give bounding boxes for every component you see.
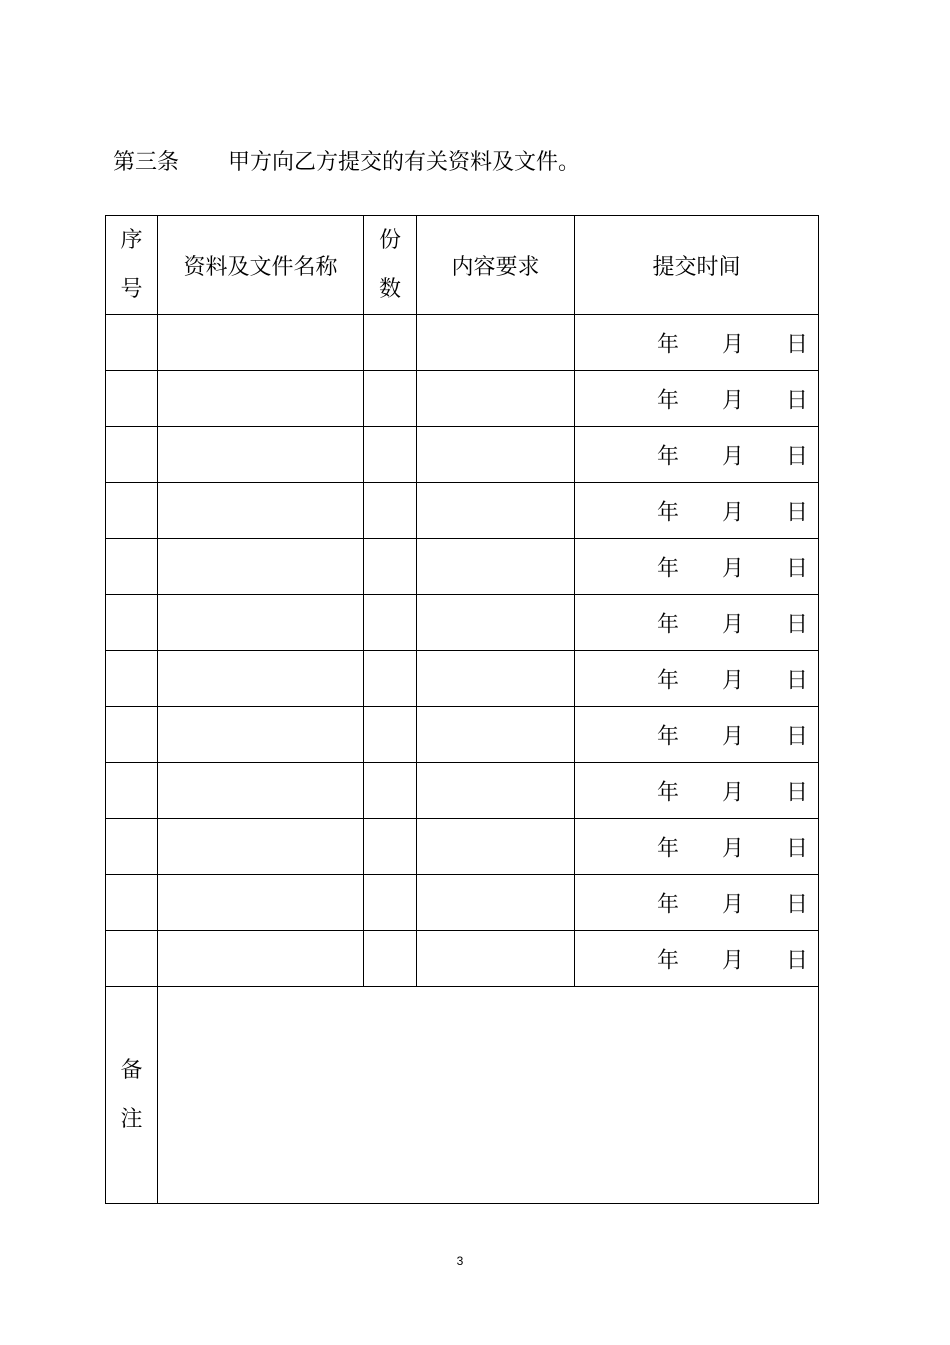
- date-cell[interactable]: [575, 763, 819, 819]
- name-cell[interactable]: [158, 427, 364, 483]
- remarks-content[interactable]: [158, 987, 819, 1204]
- copies-cell[interactable]: [364, 819, 417, 875]
- date-year-label: 年: [657, 388, 680, 413]
- remarks-row: [106, 987, 819, 1204]
- date-month-label: 月: [722, 388, 745, 413]
- requirement-cell[interactable]: [417, 595, 575, 651]
- date-cell[interactable]: [575, 875, 819, 931]
- requirement-cell[interactable]: [417, 315, 575, 371]
- date-day-label: 日: [786, 556, 809, 581]
- table-row: [106, 875, 819, 931]
- name-cell[interactable]: [158, 707, 364, 763]
- header-seq-label: 序号: [120, 228, 143, 302]
- name-cell[interactable]: [158, 875, 364, 931]
- copies-cell[interactable]: [364, 763, 417, 819]
- date-cell[interactable]: [575, 539, 819, 595]
- table-row: [106, 371, 819, 427]
- header-requirement-label: 内容要求: [451, 254, 540, 280]
- date-day-label: 日: [786, 724, 809, 749]
- table-row: [106, 707, 819, 763]
- requirement-cell[interactable]: [417, 875, 575, 931]
- seq-cell[interactable]: [106, 819, 158, 875]
- seq-cell[interactable]: [106, 427, 158, 483]
- date-year-label: 年: [657, 444, 680, 469]
- date-month-label: 月: [722, 836, 745, 861]
- date-year-label: 年: [657, 668, 680, 693]
- date-month-label: 月: [722, 892, 745, 917]
- name-cell[interactable]: [158, 371, 364, 427]
- copies-cell[interactable]: [364, 539, 417, 595]
- header-requirement: [417, 216, 575, 315]
- requirement-cell[interactable]: [417, 483, 575, 539]
- date-year-label: 年: [657, 556, 680, 581]
- article-number: 第三条: [113, 150, 180, 175]
- header-copies-label: 份数: [378, 228, 401, 302]
- seq-cell[interactable]: [106, 315, 158, 371]
- date-cell[interactable]: [575, 595, 819, 651]
- seq-cell[interactable]: [106, 595, 158, 651]
- table-row: [106, 931, 819, 987]
- table-row: [106, 819, 819, 875]
- seq-cell[interactable]: [106, 875, 158, 931]
- header-date-label: 提交时间: [652, 254, 741, 280]
- requirement-cell[interactable]: [417, 651, 575, 707]
- copies-cell[interactable]: [364, 595, 417, 651]
- name-cell[interactable]: [158, 651, 364, 707]
- date-month-label: 月: [722, 556, 745, 581]
- header-name: [158, 216, 364, 315]
- requirement-cell[interactable]: [417, 819, 575, 875]
- copies-cell[interactable]: [364, 875, 417, 931]
- date-day-label: 日: [786, 668, 809, 693]
- date-year-label: 年: [657, 836, 680, 861]
- copies-cell[interactable]: [364, 315, 417, 371]
- remarks-label: 备注: [120, 1058, 143, 1132]
- name-cell[interactable]: [158, 931, 364, 987]
- article-heading: [113, 148, 580, 178]
- date-cell[interactable]: [575, 931, 819, 987]
- seq-cell[interactable]: [106, 931, 158, 987]
- header-row: [106, 216, 819, 315]
- requirement-cell[interactable]: [417, 707, 575, 763]
- date-year-label: 年: [657, 892, 680, 917]
- copies-cell[interactable]: [364, 371, 417, 427]
- seq-cell[interactable]: [106, 539, 158, 595]
- copies-cell[interactable]: [364, 931, 417, 987]
- date-year-label: 年: [657, 612, 680, 637]
- date-cell[interactable]: [575, 371, 819, 427]
- table-row: [106, 539, 819, 595]
- submission-table: [105, 215, 819, 1204]
- date-month-label: 月: [722, 444, 745, 469]
- seq-cell[interactable]: [106, 483, 158, 539]
- table-row: [106, 595, 819, 651]
- header-name-label: 资料及文件名称: [183, 254, 338, 280]
- requirement-cell[interactable]: [417, 931, 575, 987]
- header-seq: [106, 216, 158, 315]
- article-title: 甲方向乙方提交的有关资料及文件。: [228, 150, 581, 175]
- date-cell[interactable]: [575, 427, 819, 483]
- page-number: 3: [456, 1254, 464, 1268]
- copies-cell[interactable]: [364, 427, 417, 483]
- date-day-label: 日: [786, 444, 809, 469]
- table-row: [106, 763, 819, 819]
- date-month-label: 月: [722, 780, 745, 805]
- name-cell[interactable]: [158, 315, 364, 371]
- copies-cell[interactable]: [364, 651, 417, 707]
- table-row: [106, 427, 819, 483]
- date-month-label: 月: [722, 500, 745, 525]
- date-day-label: 日: [786, 388, 809, 413]
- header-copies: [364, 216, 417, 315]
- date-day-label: 日: [786, 836, 809, 861]
- name-cell[interactable]: [158, 539, 364, 595]
- copies-cell[interactable]: [364, 483, 417, 539]
- requirement-cell[interactable]: [417, 427, 575, 483]
- date-year-label: 年: [657, 332, 680, 357]
- name-cell[interactable]: [158, 819, 364, 875]
- date-year-label: 年: [657, 780, 680, 805]
- date-cell[interactable]: [575, 483, 819, 539]
- date-month-label: 月: [722, 668, 745, 693]
- name-cell[interactable]: [158, 595, 364, 651]
- date-cell[interactable]: [575, 819, 819, 875]
- name-cell[interactable]: [158, 483, 364, 539]
- date-month-label: 月: [722, 332, 745, 357]
- date-month-label: 月: [722, 612, 745, 637]
- table-row: [106, 483, 819, 539]
- date-day-label: 日: [786, 612, 809, 637]
- seq-cell[interactable]: [106, 371, 158, 427]
- requirement-cell[interactable]: [417, 763, 575, 819]
- date-day-label: 日: [786, 780, 809, 805]
- date-year-label: 年: [657, 724, 680, 749]
- requirement-cell[interactable]: [417, 371, 575, 427]
- date-day-label: 日: [786, 500, 809, 525]
- table-row: [106, 315, 819, 371]
- remarks-label-cell: [106, 987, 158, 1204]
- date-cell[interactable]: [575, 315, 819, 371]
- requirement-cell[interactable]: [417, 539, 575, 595]
- seq-cell[interactable]: [106, 651, 158, 707]
- date-cell[interactable]: [575, 707, 819, 763]
- seq-cell[interactable]: [106, 763, 158, 819]
- date-day-label: 日: [786, 892, 809, 917]
- date-cell[interactable]: [575, 651, 819, 707]
- table-row: [106, 651, 819, 707]
- date-year-label: 年: [657, 948, 680, 973]
- date-year-label: 年: [657, 500, 680, 525]
- copies-cell[interactable]: [364, 707, 417, 763]
- date-month-label: 月: [722, 724, 745, 749]
- seq-cell[interactable]: [106, 707, 158, 763]
- name-cell[interactable]: [158, 763, 364, 819]
- date-month-label: 月: [722, 948, 745, 973]
- header-date: [575, 216, 819, 315]
- date-day-label: 日: [786, 332, 809, 357]
- date-day-label: 日: [786, 948, 809, 973]
